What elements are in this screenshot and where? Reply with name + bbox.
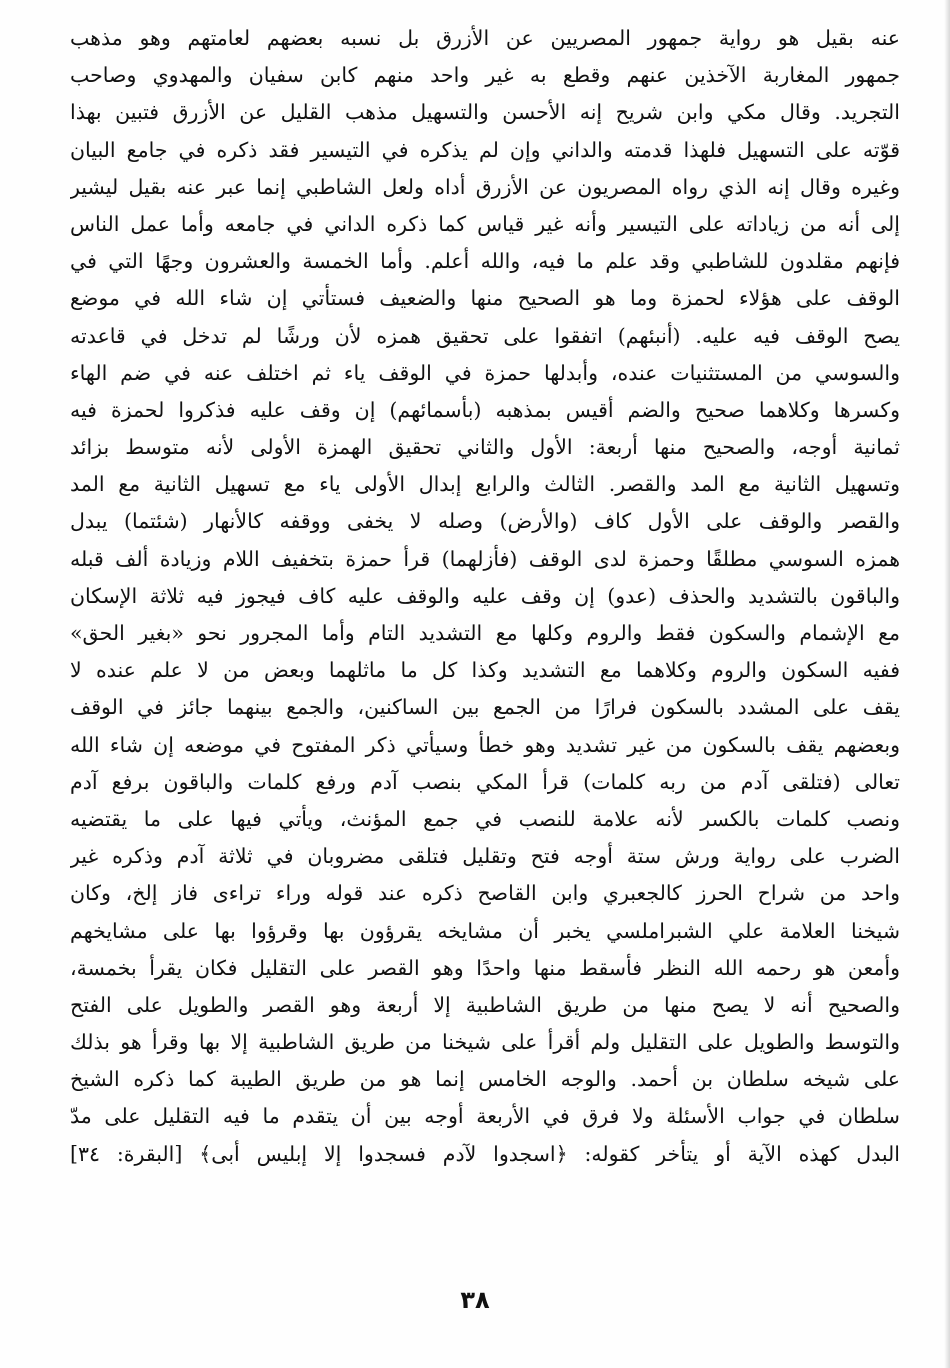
text-line: فإنهم مقلدون للشاطبي وقد علم ما فيه، والله أعلم. وأما الخمسة والعشرون وجهًا التي في <box>70 249 900 274</box>
text-line: ففيه السكون والروم وكلاهما مع التشديد وكذا كل ما ماثلهما وبعض من لا علم عنده لا <box>70 658 900 683</box>
text-line: والتوسط والطويل على التقليل ولم أقرأ على شيخنا من طريق الشاطبية إلا بها وقرأ هو بذلك <box>70 1030 900 1055</box>
page-number: ٣٨ <box>460 1286 490 1314</box>
text-line: همزه السوسي مطلقًا وحمزة لدى الوقف (فأزلهما) قرأ حمزة بتخفيف اللام وزيادة ألف قبله <box>70 546 900 571</box>
text-line: والسوسي من المستثنيات عنده، وأبدلها حمزة في الوقف ياء ثم اختلف عنه في ضم الهاء <box>70 360 900 385</box>
text-line: تعالى (فتلقى آدم من ربه كلمات) قرأ المكي بنصب آدم ورفع كلمات والباقون برفع آدم <box>70 769 900 794</box>
text-line: قوّته على التسهيل فلهذا قدمته والداني وإن لم يذكره في التيسير فقد ذكره في جامع البيان <box>70 137 900 162</box>
text-line: ونصب كلمات بالكسر لأنه علامة للنصب في جمع المؤنث، ويأتي فيها على ما يقتضيه <box>70 806 900 831</box>
text-line: على شيخه سلطان بن أحمد. والوجه الخامس إنما هو من طريق الطيبة كما ذكره الشيخ <box>70 1067 900 1092</box>
text-line: الوقف على هؤلاء لحمزة وما هو الصحيح منها والضعيف فستأتي إن شاء الله في موضع <box>70 286 900 311</box>
text-line: مع الإشمام والسكون فقط والروم وكلها مع التشديد التام وأما المجرور نحو «بغير الحق» <box>70 621 900 645</box>
text-line: ثمانية أوجه، والصحيح منها أربعة: الأول والثاني تحقيق الهمزة الأولى لأنه متوسط بزائد <box>70 435 900 460</box>
text-line: واحد من شراح الحرز كالجعبري وابن القاصح ذكره عند قوله وراء تراءى فاز إلخ، وكان <box>70 881 900 906</box>
text-line: وبعضهم يقف بالسكون من غير تشديد وهو خطأ وسيأتي ذكر المفتوح في موضعه إن شاء الله <box>70 732 900 757</box>
text-line: البدل كهذه الآية أو يتأخر كقوله: ﴿اسجدوا لآدم فسجدوا إلا إبليس أبى﴾ [البقرة: ٣٤] <box>70 1141 900 1166</box>
text-line: عنه بقيل هو رواية جمهور المصريين عن الأزرق بل نسبه بعضهم لعامتهم وهو مذهب <box>70 26 900 50</box>
page-edge-shadow <box>944 0 950 1368</box>
text-line: والقصر والوقف على الأول كاف (والأرض) وصله لا يخفى ووقفه كالأنهار (شئتما) يبدل <box>70 509 900 534</box>
text-line: جمهور المغاربة الآخذين عنهم وقطع به غير واحد منهم كابن سفيان والمهدوي وصاحب <box>70 63 900 88</box>
text-line: إلى أنه من زياداته على التيسير وأنه غير قياس كما ذكره الداني في جامعه وأما عمل الناس <box>70 211 900 236</box>
body-text <box>70 20 900 1173</box>
text-line: وتسهيل الثانية مع المد والقصر. الثالث والرابع إبدال الأولى ياء مع تسهيل الثانية مع المد <box>70 472 900 497</box>
text-line: الضرب على رواية ورش ستة أوجه فتح وتقليل فتلقى مضروبان في ثلاثة آدم وذكره غير <box>70 844 900 869</box>
text-line: والصحيح أنه لا يصح منها من طريق الشاطبية إلا أربعة وهو القصر والطويل على الفتح <box>70 992 900 1017</box>
text-line: سلطان في جواب الأسئلة ولا فرق في الأربعة أوجه بين أن يتقدم ما فيه التقليل على مدّ <box>70 1104 900 1129</box>
text-line: التجريد. وقال مكي وابن شريح إنه الأحسن والتسهيل مذهب القليل عن الأزرق فتبين بهذا <box>70 100 900 125</box>
text-line: والباقون بالتشديد والحذف (عدو) إن وقف عليه والوقف عليه كاف فيجوز فيه ثلاثة الإسكان <box>70 583 900 608</box>
text-line: يصح الوقف فيه عليه. (أنبئهم) اتفقوا على تحقيق همزه لأن ورشًا لم تدخل في قاعدته <box>70 323 900 348</box>
text-line: يقف على المشدد بالسكون فرارًا من الجمع بين الساكنين، والجمع بينهما جائز في الوقف <box>70 695 900 720</box>
text-line: وكسرها وكلاهما صحيح والضم أقيس بمذهبه (بأسمائهم) إن وقف عليه فذكروا لحمزة فيه <box>70 397 900 422</box>
text-line: وغيره وقال إنه الذي رواه المصريون عن الأزرق أداه ولعل الشاطبي إنما عبر عنه بقيل ليشير <box>70 174 900 199</box>
text-line: شيخنا العلامة علي الشبراملسي يخبر أن مشايخه يقرؤون بها وقرؤوا بها على مشايخهم <box>70 918 900 943</box>
text-line: وأمعن هو رحمه الله النظر فأسقط منها واحدًا وهو القصر على التقليل فكان يقرأ بخمسة، <box>70 955 900 980</box>
